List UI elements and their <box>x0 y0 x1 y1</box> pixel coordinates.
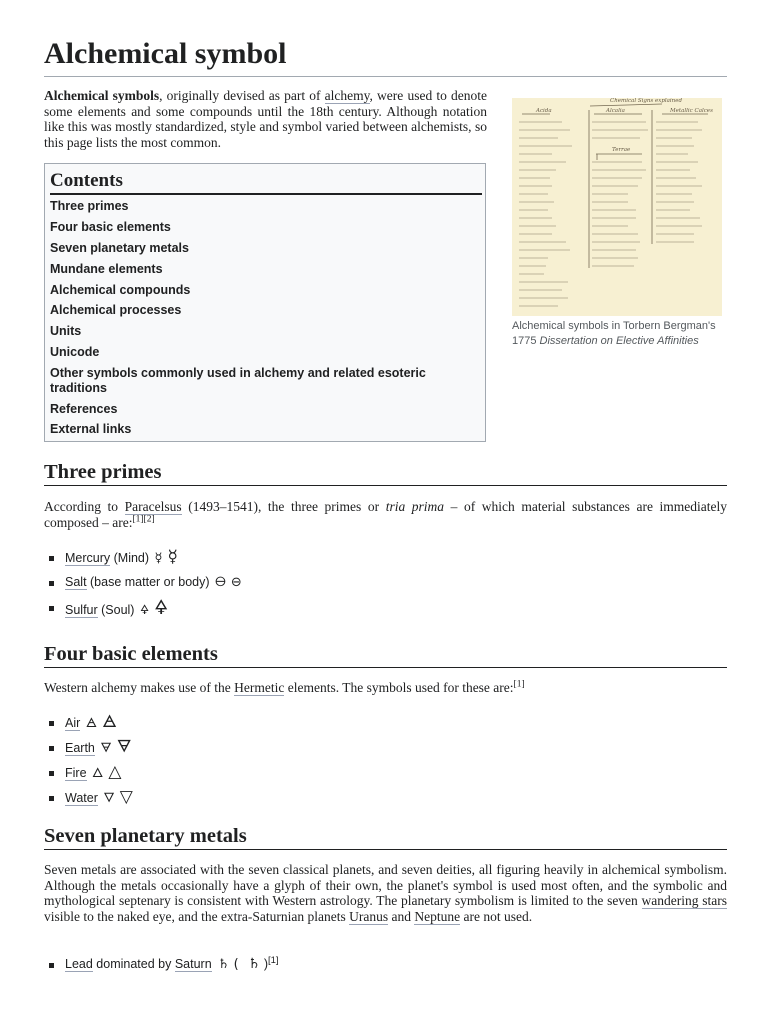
text: and <box>388 908 415 924</box>
link-mercury[interactable]: Mercury <box>65 551 111 565</box>
caption-italic-title: Dissertation on Elective Affinities <box>539 334 699 347</box>
text: (1493–1541), the three primes or <box>181 499 386 514</box>
svg-text:Terrae: Terrae <box>612 147 631 153</box>
item-desc: (base matter or body) <box>86 575 213 589</box>
salt-symbol-image-icon[interactable]: ⊖ <box>230 575 242 590</box>
text: are not used. <box>460 908 533 924</box>
saturn-symbol-icon: ♄ ( <box>213 957 243 972</box>
link-earth[interactable]: Earth <box>65 741 95 755</box>
item-desc: (Soul) <box>97 603 138 617</box>
four-elements-list <box>44 710 727 810</box>
list-item-sulfur <box>44 595 727 620</box>
link-paracelsus[interactable]: Paracelsus <box>124 499 182 514</box>
toc-item-four-basic-elements[interactable]: Four basic elements <box>50 219 171 234</box>
toc-item-alchemical-compounds[interactable]: Alchemical compounds <box>50 282 191 297</box>
link-lead[interactable]: Lead <box>65 957 93 971</box>
toc-item-external-links[interactable]: External links <box>50 422 132 437</box>
table-of-contents <box>44 163 486 442</box>
svg-text:Metallic Calces: Metallic Calces <box>670 108 713 114</box>
toc-item-unicode[interactable]: Unicode <box>50 345 100 360</box>
link-air[interactable]: Air <box>65 716 81 730</box>
toc-item-alchemical-processes[interactable]: Alchemical processes <box>50 303 182 318</box>
thumbnail <box>512 98 728 348</box>
four-elements-paragraph <box>44 680 727 696</box>
text: Western alchemy makes use of the <box>44 680 235 695</box>
intro-bold-term: Alchemical symbols <box>44 88 160 103</box>
caption-text: Alchemical symbols in Torbern Bergman's 1775 <box>512 320 716 347</box>
list-item-salt <box>44 570 727 595</box>
fire-symbol-image-icon[interactable]: △ <box>108 762 122 782</box>
planetary-metals-paragraph <box>44 862 727 924</box>
mercury-symbol-icon: ☿ <box>154 551 163 566</box>
list-item-water <box>44 785 727 810</box>
toc-item-references[interactable]: References <box>50 401 118 416</box>
earth-symbol-image-icon[interactable]: 🜃 <box>116 737 132 757</box>
svg-text:Alcalia: Alcalia <box>606 108 625 114</box>
svg-text:Chemical Signs explained: Chemical Signs explained <box>610 98 682 104</box>
toc-item-mundane-elements[interactable]: Mundane elements <box>50 261 163 276</box>
planetary-metals-list <box>44 952 727 977</box>
citation-refs[interactable]: [1][2] <box>132 514 155 524</box>
toc-list <box>50 199 470 443</box>
list-item-air <box>44 710 727 735</box>
intro-text-1: , originally devised as part of <box>159 88 325 103</box>
saturn-symbol-image-icon[interactable]: ♄ <box>247 956 261 972</box>
salt-symbol-icon: 🜔 <box>215 575 226 590</box>
link-water[interactable]: Water <box>65 791 98 805</box>
text: ) <box>260 957 268 971</box>
list-item-fire <box>44 760 727 785</box>
mercury-symbol-image-icon[interactable]: ☿ <box>167 547 178 567</box>
text: Seven metals are associated with the seven classical planets, and seven deities, all figuring heavily in alchemical symbolism. Although the metals occasionally have a glyph of their own, the planet's symbol is used most often, and the symbolic and mythological septenary is consistent with Western astrology. The planetary symbolism is limited to the seven <box>44 862 727 908</box>
heading-four-basic-elements: Four basic elements <box>44 641 727 668</box>
list-item-lead <box>44 952 727 977</box>
link-alchemy[interactable]: alchemy <box>324 88 370 103</box>
list-item-earth <box>44 735 727 760</box>
fire-symbol-icon: 🜂 <box>92 766 104 781</box>
toc-item-other-symbols[interactable]: Other symbols commonly used in alchemy and related esoteric traditions <box>50 366 426 395</box>
link-sulfur[interactable]: Sulfur <box>65 603 98 617</box>
link-salt[interactable]: Salt <box>65 575 87 589</box>
citation-ref[interactable]: [1] <box>513 679 525 690</box>
link-fire[interactable]: Fire <box>65 766 87 780</box>
air-symbol-icon: 🜁 <box>85 716 98 731</box>
page-title: Alchemical symbol <box>44 32 727 77</box>
link-hermetic[interactable]: Hermetic <box>234 680 285 695</box>
alchemical-symbols-table-image[interactable] <box>512 98 722 316</box>
manuscript-scan <box>512 98 722 316</box>
link-wandering-stars[interactable]: wandering stars <box>641 893 728 908</box>
text: dominated by <box>92 957 175 971</box>
tria-prima-italic: tria prima <box>385 499 445 514</box>
heading-three-primes: Three primes <box>44 459 727 486</box>
earth-symbol-icon: 🜃 <box>100 741 112 756</box>
list-item-mercury <box>44 545 727 570</box>
svg-text:Acida: Acida <box>536 108 552 114</box>
intro-text-2: , were used to denote some elements and some compounds until the 18th century. Although notation like this was mostly standardized, style and symbol varied between alchemists, so this page lists the most common. <box>44 88 487 150</box>
toc-item-three-primes[interactable]: Three primes <box>50 199 129 213</box>
water-symbol-icon: 🜄 <box>103 791 115 806</box>
text: elements. The symbols used for these are: <box>284 680 514 695</box>
intro-paragraph <box>44 88 487 150</box>
text: visible to the naked eye, and the extra-Saturnian planets <box>44 908 350 924</box>
sulfur-symbol-image-icon[interactable]: 🜍 <box>154 595 169 619</box>
text: – of which material substances are immediately composed – are: <box>44 499 727 530</box>
link-neptune[interactable]: Neptune <box>414 908 461 924</box>
citation-ref[interactable]: [1] <box>267 954 279 966</box>
link-uranus[interactable]: Uranus <box>349 908 389 924</box>
heading-seven-planetary-metals: Seven planetary metals <box>44 823 727 850</box>
text: According to <box>44 499 125 514</box>
three-primes-paragraph <box>44 499 727 530</box>
toc-item-units[interactable]: Units <box>50 324 82 339</box>
item-desc: (Mind) <box>110 551 153 565</box>
water-symbol-image-icon[interactable]: ▽ <box>119 787 133 807</box>
toc-item-seven-planetary-metals[interactable]: Seven planetary metals <box>50 240 189 255</box>
link-saturn[interactable]: Saturn <box>174 957 212 971</box>
three-primes-list <box>44 545 727 620</box>
thumbnail-caption <box>512 319 724 348</box>
air-symbol-image-icon[interactable]: 🜁 <box>102 712 117 732</box>
toc-title: Contents <box>50 169 482 195</box>
sulfur-symbol-icon: 🜍 <box>139 603 150 618</box>
